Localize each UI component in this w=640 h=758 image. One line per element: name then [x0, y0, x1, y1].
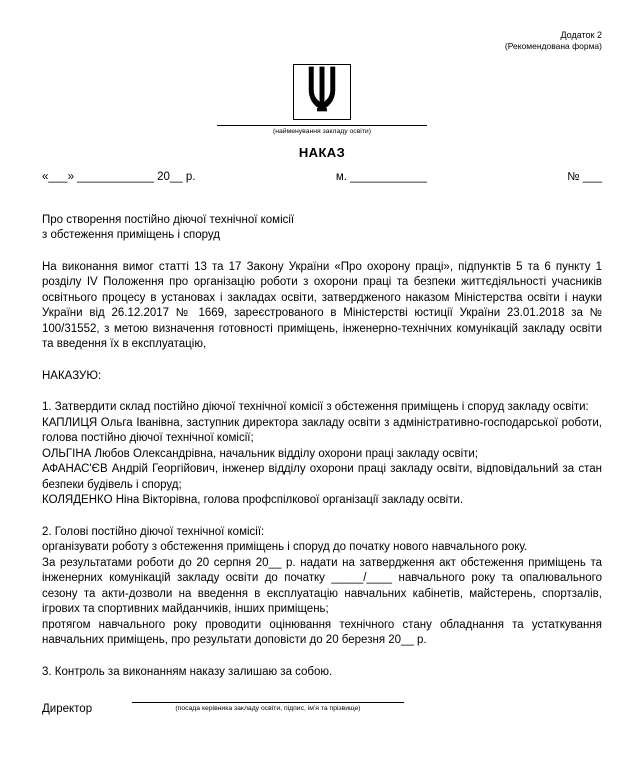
- commission-member: ОЛЬГІНА Любов Олександрівна, начальник відділу охорони праці закладу освіти;: [42, 447, 479, 460]
- institution-block: [42, 125, 602, 136]
- item-3-paragraph: 3. Контроль за виконанням наказу залишаю за собою.: [42, 665, 333, 678]
- signature-line: [132, 702, 404, 703]
- item-2-intro: 2. Голові постійно діючої технічної комісії:: [42, 525, 265, 538]
- number-field: № ___: [567, 171, 602, 183]
- dateline: [42, 170, 602, 186]
- preamble-paragraph: На виконання вимог статті 13 та 17 Закону України «Про охорону праці», підпунктів 5 та 6 пункту 1 розділу IV Положення про організацію роботи з охорони праці та безпеки життєдіяльності учасників освітнього процесу в установах і закладах освіти, затвердженого наказом Міністерства освіти і науки України від 26.12.2017 № 1669, зареєстрованого в Міністерстві юстиції України 23.01.2018 за № 100/31552, з метою визначення готовності приміщень, інженерно-технічних комунікацій закладу освіти та введення їх в експлуатацію,: [42, 260, 602, 350]
- institution-caption: (найменування закладу освіти): [272, 128, 371, 135]
- subject-line-1: Про створення постійно діючої технічної комісії: [42, 213, 295, 226]
- order-word: НАКАЗУЮ:: [42, 369, 102, 382]
- signature-caption: (посада керівника закладу освіти, підпис, ім'я та прізвище): [175, 705, 361, 712]
- emblem-box: [293, 64, 351, 120]
- date-field: «___» ____________ 20__ р.: [42, 171, 196, 183]
- commission-member: АФАНАС'ЄВ Андрій Георгійович, інженер відділу охорони праці закладу освіти, відповідальний за стан безпеки будівель і споруд;: [42, 463, 602, 491]
- subject-block: [42, 213, 602, 244]
- document-title: НАКАЗ: [298, 145, 346, 160]
- item-2-task: організувати роботу з обстеження приміщень і споруд до початку нового навчального року.: [42, 541, 528, 553]
- commission-member: КОЛЯДЕНКО Ніна Вікторівна, голова профспілкової організації закладу освіти.: [42, 494, 464, 506]
- item-1-intro: 1. Затвердити склад постійно діючої технічної комісії з обстеження приміщень і споруд закладу освіти:: [42, 401, 589, 413]
- annex-header: [42, 30, 602, 52]
- commission-member: КАПЛИЦЯ Ольга Іванівна, заступник директора закладу освіти з адміністративно-господарської роботи, голова постійно діючої технічної комісії;: [42, 416, 602, 444]
- item-1-block: [42, 400, 602, 509]
- subject-line-2: з обстеження приміщень і споруд: [42, 229, 220, 241]
- item-2-task: протягом навчального року проводити оцінювання технічного стану обладнання та устаткування навчальних приміщень, про результати доповісти до 20 березня 20__ р.: [42, 618, 602, 646]
- item-2-task: За результатами роботи до 20 серпня 20__ р. надати на затвердження акт обстеження приміщень та інженерних комунікацій закладу освіти до початку _____/____ навчального року та опалювального сезону та акти-дозволи на введення в експлуатацію навчальних кабінетів, майстерень, спортзалів, ігрових та спортивних майданчиків, інших приміщень;: [42, 556, 602, 615]
- place-field: м. ____________: [335, 171, 427, 183]
- signature-row: [42, 702, 602, 718]
- director-label: Директор: [42, 703, 93, 715]
- annex-note: (Рекомендована форма): [504, 41, 602, 51]
- signature-block: [132, 702, 404, 713]
- ukraine-trident-icon: [304, 65, 340, 119]
- institution-name-line: [217, 125, 427, 126]
- item-2-block: [42, 525, 602, 649]
- annex-label: Додаток 2: [560, 30, 602, 40]
- emblem-wrap: [42, 64, 602, 120]
